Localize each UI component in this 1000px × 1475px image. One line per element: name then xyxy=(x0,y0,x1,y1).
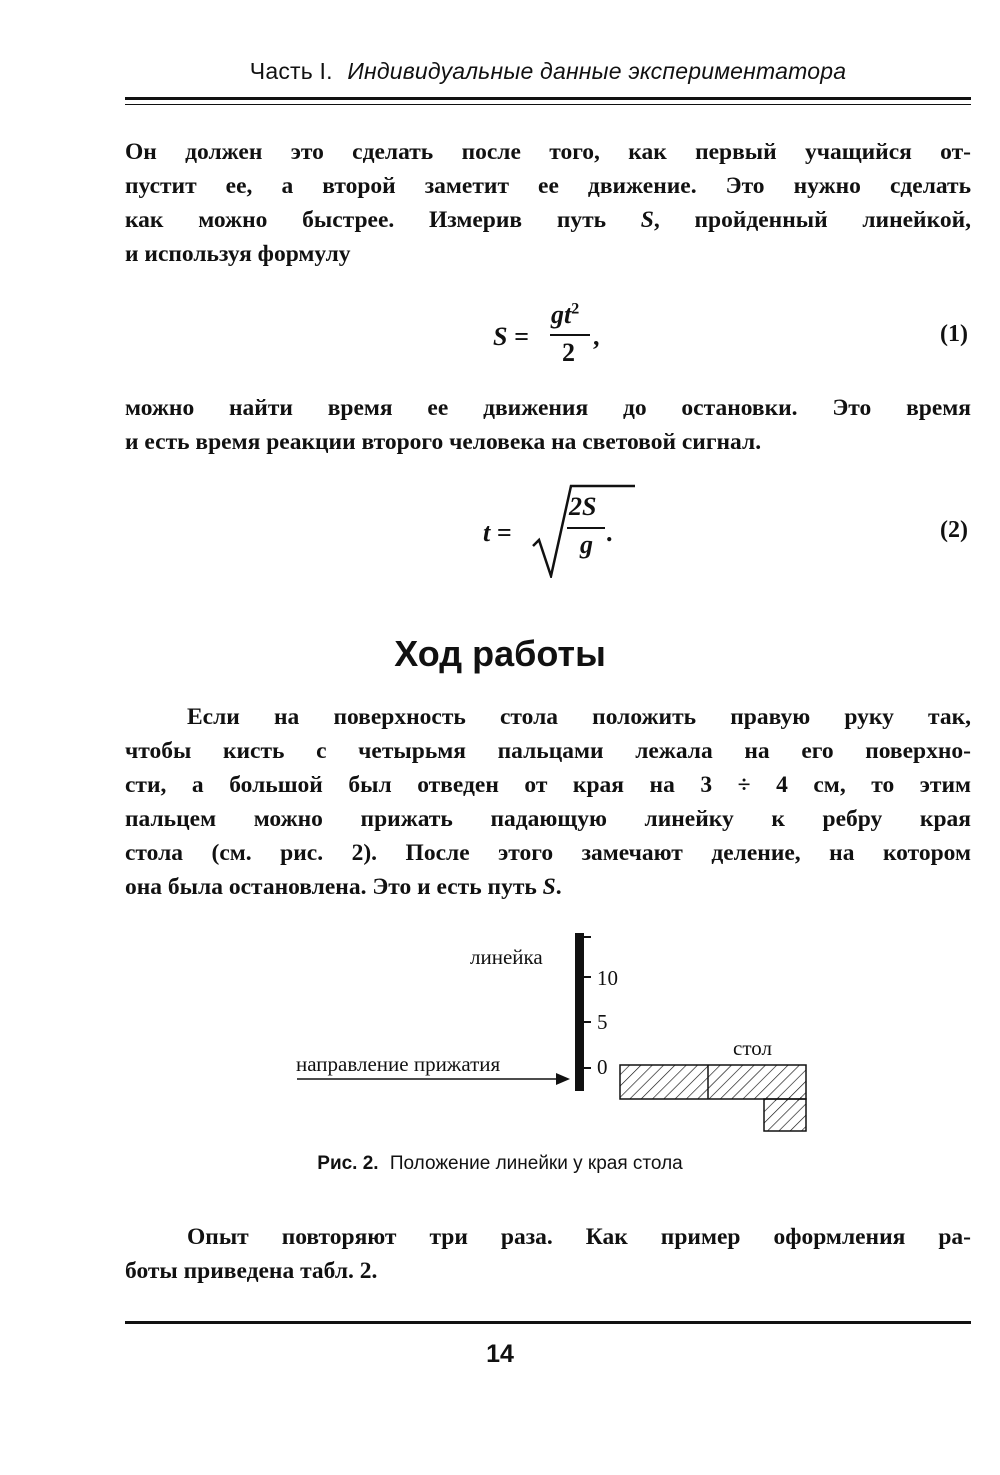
formula-1-numerator-text: gt xyxy=(551,300,572,329)
header-rule-thin xyxy=(125,104,971,105)
paragraph-line: и есть время реакции второго человека на световой сигнал. xyxy=(125,429,762,455)
paragraph-line: боты приведена табл. 2. xyxy=(125,1258,378,1284)
equation-number-2: (2) xyxy=(940,517,968,543)
tick-label-0: 0 xyxy=(597,1055,608,1079)
formula-2-lhs: t = xyxy=(483,518,512,547)
paragraph-4 xyxy=(125,1220,971,1288)
paragraph-line: она была остановлена. Это и есть путь S. xyxy=(125,874,562,900)
caption-number: Рис. 2. xyxy=(317,1153,379,1174)
header-rule-thick xyxy=(125,97,971,100)
table-top xyxy=(620,1065,806,1099)
paragraph-line: Опыт повторяют три раза. Как пример оформления ра- xyxy=(187,1224,971,1250)
formula-2-denominator: g xyxy=(580,530,593,559)
formula-2-period: . xyxy=(606,518,613,547)
paragraph-line: пустит ее, а второй заметит ее движение. Это нужно сделать xyxy=(125,173,971,199)
paragraph-1 xyxy=(125,135,971,271)
ruler-label: линейка xyxy=(470,945,543,969)
formula-1-exponent: 2 xyxy=(571,300,580,318)
figure-caption xyxy=(0,1153,1000,1175)
paragraph-line: сти, а большой был отведен от края на 3 ÷ 4 см, то этим xyxy=(125,772,971,798)
paragraph-line: как можно быстрее. Измерив путь S, пройденный линейкой, xyxy=(125,207,971,233)
arrow-label: направление прижатия xyxy=(296,1052,501,1076)
formula-1 xyxy=(493,300,633,380)
paragraph-3 xyxy=(125,700,971,904)
running-header xyxy=(125,58,971,85)
paragraph-line: и используя формулу xyxy=(125,241,351,267)
tick-label-10: 10 xyxy=(597,966,618,990)
fraction-bar xyxy=(567,527,605,529)
arrowhead-icon xyxy=(556,1073,570,1085)
header-part: Часть I. xyxy=(249,58,333,84)
formula-2 xyxy=(483,480,633,580)
caption-text: Положение линейки у края стола xyxy=(389,1153,683,1174)
formula-2-numerator: 2S xyxy=(569,492,597,521)
paragraph-line: стола (см. рис. 2). После этого замечают деление, на котором xyxy=(125,840,971,866)
table-label: стол xyxy=(733,1036,772,1060)
figure-2 xyxy=(0,925,1000,1140)
fraction-bar xyxy=(550,334,590,336)
header-title: Индивидуальные данные экспериментатора xyxy=(347,58,847,84)
paragraph-line: чтобы кисть с четырьмя пальцами лежала на его поверхно- xyxy=(125,738,971,764)
paragraph-line: можно найти время ее движения до остановки. Это время xyxy=(125,395,971,421)
footer-rule xyxy=(125,1321,971,1324)
ruler xyxy=(575,933,584,1091)
page-number: 14 xyxy=(486,1340,514,1368)
table-leg xyxy=(764,1099,806,1131)
tick-label-5: 5 xyxy=(597,1010,608,1034)
formula-1-lhs: S = xyxy=(493,322,529,351)
formula-1-denominator: 2 xyxy=(562,338,575,367)
formula-1-numerator xyxy=(551,300,579,330)
paragraph-line: Если на поверхность стола положить правую руку так, xyxy=(187,704,971,730)
section-heading: Ход работы xyxy=(394,633,606,674)
formula-1-comma: , xyxy=(593,322,600,351)
equation-number-1: (1) xyxy=(940,321,968,347)
paragraph-line: Он должен это сделать после того, как первый учащийся от- xyxy=(125,139,971,165)
paragraph-2 xyxy=(125,391,971,459)
paragraph-line: пальцем можно прижать падающую линейку к ребру края xyxy=(125,806,971,832)
